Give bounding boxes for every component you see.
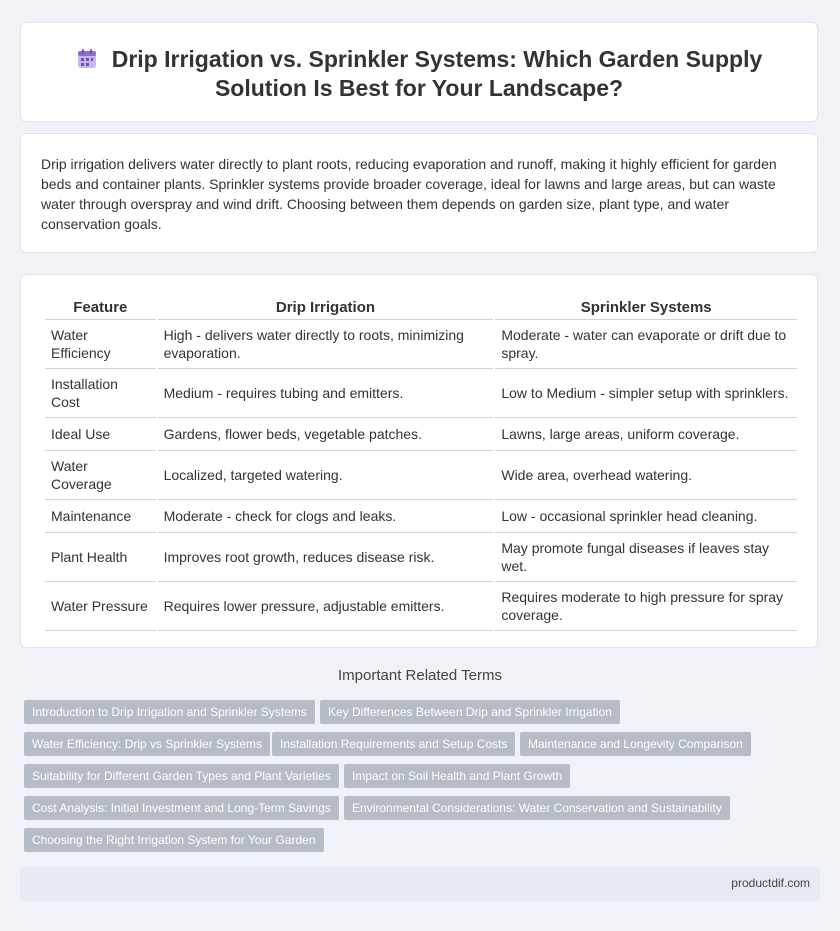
row-sprinkler: Wide area, overhead watering. [495, 451, 797, 500]
calendar-icon [76, 48, 98, 70]
row-feature: Maintenance [45, 500, 156, 533]
table-row [45, 533, 797, 582]
row-sprinkler: Moderate - water can evaporate or drift due to spray. [495, 320, 797, 369]
row-feature: Installation Cost [45, 369, 156, 418]
row-drip: Medium - requires tubing and emitters. [158, 369, 494, 418]
table-row [45, 500, 797, 533]
row-drip: Gardens, flower beds, vegetable patches. [158, 418, 494, 451]
table-row [45, 582, 797, 631]
table-header-row [45, 295, 797, 320]
page-title-text: Drip Irrigation vs. Sprinkler Systems: Which Garden Supply Solution Is Best for Your Landscape? [111, 46, 763, 101]
row-sprinkler: May promote fungal diseases if leaves stay wet. [495, 533, 797, 582]
row-feature: Plant Health [45, 533, 156, 582]
related-term-tag[interactable]: Environmental Considerations: Water Conservation and Sustainability [344, 796, 730, 820]
column-header-drip: Drip Irrigation [158, 295, 494, 320]
row-sprinkler: Low to Medium - simpler setup with sprinklers. [495, 369, 797, 418]
table-row [45, 320, 797, 369]
related-term-tag[interactable]: Introduction to Drip Irrigation and Sprinkler Systems [24, 700, 315, 724]
row-drip: High - delivers water directly to roots, minimizing evaporation. [158, 320, 494, 369]
row-drip: Moderate - check for clogs and leaks. [158, 500, 494, 533]
related-term-tag[interactable]: Choosing the Right Irrigation System for Your Garden [24, 828, 324, 852]
comparison-table-card [20, 274, 818, 648]
row-sprinkler: Requires moderate to high pressure for spray coverage. [495, 582, 797, 631]
footer-bar [20, 867, 820, 901]
table-row [45, 451, 797, 500]
site-name[interactable]: productdif.com [731, 876, 810, 890]
table-row [45, 369, 797, 418]
row-sprinkler: Low - occasional sprinkler head cleaning. [495, 500, 797, 533]
intro-card [20, 133, 818, 253]
related-term-tag[interactable]: Water Efficiency: Drip vs Sprinkler Systems [24, 732, 270, 756]
column-header-feature: Feature [45, 295, 156, 320]
related-term-tag[interactable]: Installation Requirements and Setup Costs [272, 732, 515, 756]
related-term-tag[interactable]: Cost Analysis: Initial Investment and Long-Term Savings [24, 796, 339, 820]
related-term-tag[interactable]: Suitability for Different Garden Types and Plant Varieties [24, 764, 339, 788]
page-title [61, 45, 777, 103]
related-term-tag[interactable]: Maintenance and Longevity Comparison [520, 732, 751, 756]
table-row [45, 418, 797, 451]
row-sprinkler: Lawns, large areas, uniform coverage. [495, 418, 797, 451]
row-feature: Water Pressure [45, 582, 156, 631]
intro-paragraph: Drip irrigation delivers water directly to plant roots, reducing evaporation and runoff, making it highly efficient for garden beds and container plants. Sprinkler systems provide broader coverage, ideal for lawns and large areas, but can waste water through overspray and wind drift. Choosing between them depends on garden size, plant type, and water conservation goals. [41, 156, 777, 232]
row-feature: Water Coverage [45, 451, 156, 500]
comparison-table [43, 295, 799, 631]
row-feature: Ideal Use [45, 418, 156, 451]
column-header-sprinkler: Sprinkler Systems [495, 295, 797, 320]
row-drip: Improves root growth, reduces disease risk. [158, 533, 494, 582]
row-drip: Requires lower pressure, adjustable emitters. [158, 582, 494, 631]
row-drip: Localized, targeted watering. [158, 451, 494, 500]
related-term-tag[interactable]: Impact on Soil Health and Plant Growth [344, 764, 570, 788]
related-terms-heading: Important Related Terms [338, 667, 502, 684]
title-card [20, 22, 818, 122]
row-feature: Water Efficiency [45, 320, 156, 369]
related-term-tag[interactable]: Key Differences Between Drip and Sprinkler Irrigation [320, 700, 620, 724]
